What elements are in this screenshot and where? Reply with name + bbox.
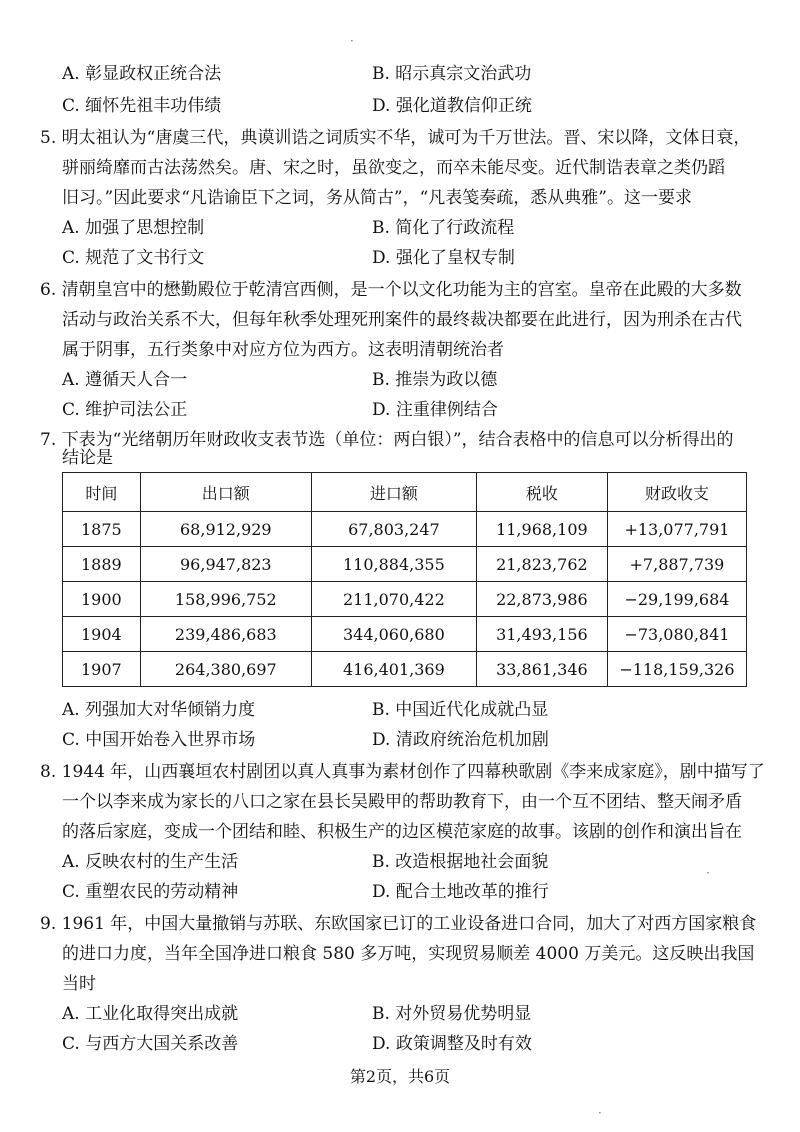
cell-tax: 21,823,762 (476, 547, 607, 582)
table-header-row (63, 473, 747, 512)
q8-option-d: D. 配合土地改革的推行 (372, 882, 549, 902)
header-tax: 税收 (476, 473, 607, 512)
page-number-footer: 第2页，共6页 (349, 1067, 451, 1086)
cell-import: 211,070,422 (311, 582, 476, 617)
cell-export: 68,912,929 (140, 512, 311, 547)
cell-balance: +13,077,791 (607, 512, 746, 547)
header-export: 出口额 (140, 473, 311, 512)
cell-export: 239,486,683 (140, 617, 311, 652)
q9-option-c: C. 与西方大国关系改善 (62, 1034, 239, 1054)
q9-option-b: B. 对外贸易优势明显 (372, 1004, 532, 1024)
scan-speck-mark: · (350, 34, 354, 48)
q4-option-d: D. 强化道教信仰正统 (372, 96, 532, 116)
q7-option-a: A. 列强加大对华倾销力度 (62, 700, 256, 720)
q9-stem-line-2: 的进口力度，当年全国净进口粮食 580 多万吨，实现贸易顺差 4000 万美元。这反映出我国 (62, 944, 755, 964)
q8-stem-line-3: 的落后家庭，变成一个团结和睦、积极生产的边区模范家庭的故事。该剧的创作和演出旨在 (62, 822, 742, 842)
table-row (63, 547, 747, 582)
q9-option-d: D. 政策调整及时有效 (372, 1034, 532, 1054)
cell-balance: −73,080,841 (607, 617, 746, 652)
q6-option-c: C. 维护司法公正 (62, 400, 188, 420)
cell-export: 264,380,697 (140, 652, 311, 687)
q4-option-b: B. 昭示真宗文治武功 (372, 64, 532, 84)
cell-import: 344,060,680 (311, 617, 476, 652)
table-row (63, 582, 747, 617)
q5-option-d: D. 强化了皇权专制 (372, 248, 515, 268)
q5-option-a: A. 加强了思想控制 (62, 218, 205, 238)
cell-tax: 33,861,346 (476, 652, 607, 687)
cell-year: 1900 (63, 582, 141, 617)
table-row (63, 652, 747, 687)
q6-option-d: D. 注重律例结合 (372, 400, 498, 420)
scan-speck-mark: · (598, 1106, 602, 1120)
q7-option-b: B. 中国近代化成就凸显 (372, 700, 549, 720)
cell-balance: +7,887,739 (607, 547, 746, 582)
cell-balance: −29,199,684 (607, 582, 746, 617)
cell-balance: −118,159,326 (607, 652, 746, 687)
finance-table (62, 472, 747, 687)
q4-option-a: A. 彰显政权正统合法 (62, 64, 222, 84)
q5-option-c: C. 规范了文书行文 (62, 248, 205, 268)
cell-export: 96,947,823 (140, 547, 311, 582)
q9-option-a: A. 工业化取得突出成就 (62, 1004, 239, 1024)
cell-tax: 22,873,986 (476, 582, 607, 617)
cell-year: 1904 (63, 617, 141, 652)
q5-stem-line-1: 5. 明太祖认为“唐虞三代，典谟训诰之词质实不华，诚可为千万世法。晋、宋以降，文体日衰， (40, 128, 751, 148)
header-year: 时间 (63, 473, 141, 512)
cell-export: 158,996,752 (140, 582, 311, 617)
q8-option-a: A. 反映农村的生产生活 (62, 852, 239, 872)
q6-stem-line-2: 活动与政治关系不大，但每年秋季处理死刑案件的最终裁决都要在此进行，因为刑杀在古代 (62, 310, 742, 330)
q7-option-d: D. 清政府统治危机加剧 (372, 730, 549, 750)
cell-import: 416,401,369 (311, 652, 476, 687)
q9-stem-line-1: 9. 1961 年，中国大量撤销与苏联、东欧国家已订的工业设备进口合同，加大了对西方国家粮食 (40, 914, 757, 934)
table-row (63, 512, 747, 547)
q7-option-c: C. 中国开始卷入世界市场 (62, 730, 256, 750)
header-balance: 财政收支 (607, 473, 746, 512)
cell-year: 1889 (63, 547, 141, 582)
q6-option-b: B. 推崇为政以德 (372, 370, 498, 390)
q6-stem-line-1: 6. 清朝皇宫中的懋勤殿位于乾清宫西侧，是一个以文化功能为主的宫室。皇帝在此殿的大多数 (40, 280, 742, 300)
q7-stem-line-2: 结论是 (62, 448, 113, 468)
q5-stem-line-3: 旧习。”因此要求“凡诰谕臣下之词，务从简古”，“凡表笺奏疏，悉从典雅”。这一要求 (62, 188, 692, 208)
cell-tax: 11,968,109 (476, 512, 607, 547)
q5-stem-line-2: 骈丽绮靡而古法荡然矣。唐、宋之时，虽欲变之，而卒未能尽变。近代制诰表章之类仍蹈 (62, 158, 725, 178)
q4-option-c: C. 缅怀先祖丰功伟绩 (62, 96, 222, 116)
cell-year: 1907 (63, 652, 141, 687)
scan-speck-mark: · (706, 866, 710, 880)
q6-option-a: A. 遵循天人合一 (62, 370, 188, 390)
q8-option-c: C. 重塑农民的劳动精神 (62, 882, 239, 902)
q9-stem-line-3: 当时 (62, 974, 96, 994)
q8-option-b: B. 改造根据地社会面貌 (372, 852, 549, 872)
q5-option-b: B. 简化了行政流程 (372, 218, 515, 238)
cell-tax: 31,493,156 (476, 617, 607, 652)
q7-stem-line-1: 7. 下表为“光绪朝历年财政收支表节选（单位：两白银）”，结合表格中的信息可以分析得出的 (40, 430, 734, 450)
table-row (63, 617, 747, 652)
q6-stem-line-3: 属于阴事，五行类象中对应方位为西方。这表明清朝统治者 (62, 340, 504, 360)
header-import: 进口额 (311, 473, 476, 512)
cell-import: 67,803,247 (311, 512, 476, 547)
q8-stem-line-1: 8. 1944 年，山西襄垣农村剧团以真人真事为素材创作了四幕秧歌剧《李来成家庭》，剧中描写了 (40, 762, 765, 782)
cell-import: 110,884,355 (311, 547, 476, 582)
cell-year: 1875 (63, 512, 141, 547)
q8-stem-line-2: 一个以李来成为家长的八口之家在县长吴殿甲的帮助教育下，由一个互不团结、整天闹矛盾 (62, 792, 742, 812)
